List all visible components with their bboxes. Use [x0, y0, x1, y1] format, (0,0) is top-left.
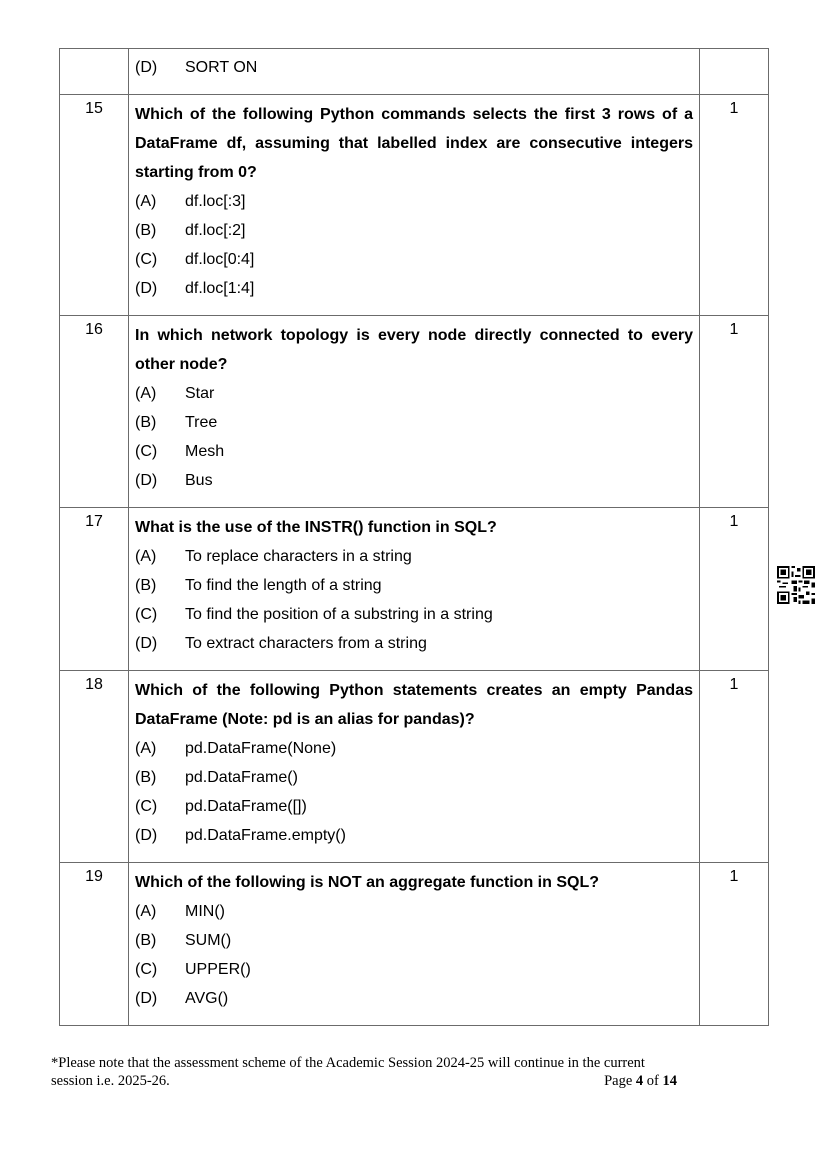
- option-label: (D): [135, 990, 158, 1007]
- option-label: (C): [135, 606, 158, 623]
- qr-code-icon: [777, 566, 815, 604]
- option-text: Bus: [185, 472, 213, 489]
- question-body-cell: [129, 95, 700, 316]
- option-text: df.loc[:3]: [185, 193, 246, 210]
- option-row: [135, 245, 693, 274]
- option-text: df.loc[0:4]: [185, 251, 255, 268]
- question-number: 16: [60, 316, 129, 508]
- option-row: [135, 763, 693, 792]
- option-label: (C): [135, 443, 158, 460]
- option-label: (C): [135, 961, 158, 978]
- question-row: [60, 863, 769, 1026]
- option-text: MIN(): [185, 903, 225, 920]
- option-label: (D): [135, 59, 158, 76]
- footer-note: [51, 1054, 741, 1090]
- footer-line2: [51, 1072, 677, 1090]
- page-of: of: [646, 1073, 659, 1089]
- option-text: To extract characters from a string: [185, 635, 427, 652]
- option-text: Mesh: [185, 443, 225, 460]
- option-row: [135, 984, 693, 1013]
- option-row: [135, 792, 693, 821]
- option-text: df.loc[:2]: [185, 222, 246, 239]
- question-number: 17: [60, 508, 129, 671]
- option-text: pd.DataFrame(None): [185, 740, 337, 757]
- option-row: [135, 821, 693, 850]
- option-text: UPPER(): [185, 961, 251, 978]
- option-text: SORT ON: [185, 59, 258, 76]
- continuation-row: [60, 49, 769, 95]
- option-row: [135, 734, 693, 763]
- option-text: pd.DataFrame.empty(): [185, 827, 346, 844]
- option-label: (A): [135, 193, 157, 210]
- option-label: (D): [135, 827, 158, 844]
- question-text: Which of the following Python statements creates an empty Pandas DataFrame (Note: pd is an alias for pandas)?: [135, 682, 693, 728]
- option-text: To find the position of a substring in a string: [185, 606, 493, 623]
- option-label: (C): [135, 798, 158, 815]
- question-marks: 1: [700, 671, 769, 863]
- question-row: [60, 316, 769, 508]
- question-text: Which of the following is NOT an aggregate function in SQL?: [135, 874, 599, 891]
- option-text: pd.DataFrame(): [185, 769, 298, 786]
- option-row: [135, 437, 693, 466]
- question-marks: 1: [700, 863, 769, 1026]
- question-body-cell: [129, 671, 700, 863]
- option-label: (D): [135, 472, 158, 489]
- option-row: [135, 274, 693, 303]
- option-row: [135, 542, 693, 571]
- page-current: 4: [635, 1073, 644, 1089]
- option-label: (B): [135, 414, 157, 431]
- option-row: [135, 571, 693, 600]
- option-row: [135, 408, 693, 437]
- question-body-cell: [129, 508, 700, 671]
- option-row: [135, 379, 693, 408]
- option-text: To replace characters in a string: [185, 548, 412, 565]
- option-text: AVG(): [185, 990, 229, 1007]
- option-row: [135, 629, 693, 658]
- question-row: [60, 671, 769, 863]
- option-row: [135, 187, 693, 216]
- option-row: [135, 216, 693, 245]
- option-text: To find the length of a string: [185, 577, 382, 594]
- option-label: (A): [135, 903, 157, 920]
- question-marks: 1: [700, 95, 769, 316]
- option-label: (D): [135, 280, 158, 297]
- option-text: SUM(): [185, 932, 232, 949]
- question-marks: 1: [700, 316, 769, 508]
- option-row: [135, 955, 693, 984]
- option-label: (B): [135, 932, 157, 949]
- option-row: [135, 897, 693, 926]
- option-row: [135, 600, 693, 629]
- question-number-cell: [60, 49, 129, 95]
- option-label: (D): [135, 635, 158, 652]
- option-text: Tree: [185, 414, 218, 431]
- option-row: [135, 466, 693, 495]
- option-text: Star: [185, 385, 215, 402]
- question-text: In which network topology is every node directly connected to every other node?: [135, 327, 693, 373]
- footer-note-line2: session i.e. 2025-26.: [51, 1073, 170, 1089]
- question-body-cell: [129, 316, 700, 508]
- option-label: (B): [135, 222, 157, 239]
- option-row: [135, 926, 693, 955]
- option-row: [135, 53, 693, 82]
- option-label: (B): [135, 577, 157, 594]
- option-label: (A): [135, 548, 157, 565]
- question-row: [60, 95, 769, 316]
- option-label: (B): [135, 769, 157, 786]
- page-word: Page: [604, 1073, 633, 1089]
- marks-cell: [700, 49, 769, 95]
- option-label: (A): [135, 740, 157, 757]
- question-body-cell: [129, 863, 700, 1026]
- option-label: (A): [135, 385, 157, 402]
- option-text: df.loc[1:4]: [185, 280, 255, 297]
- footer-note-line1: *Please note that the assessment scheme of the Academic Session 2024-25 will continue in the current: [51, 1055, 645, 1071]
- question-number: 18: [60, 671, 129, 863]
- question-row: [60, 508, 769, 671]
- question-number: 19: [60, 863, 129, 1026]
- question-text: What is the use of the INSTR() function in SQL?: [135, 519, 497, 536]
- option-label: (C): [135, 251, 158, 268]
- question-table: [59, 48, 769, 1026]
- question-text: Which of the following Python commands selects the first 3 rows of a DataFrame df, assuming that labelled index are consecutive integers starting from 0?: [135, 106, 693, 181]
- question-number: 15: [60, 95, 129, 316]
- option-text: pd.DataFrame([]): [185, 798, 307, 815]
- page-number: [604, 1072, 677, 1090]
- question-marks: 1: [700, 508, 769, 671]
- page-total: 14: [662, 1073, 677, 1089]
- question-body-cell: [129, 49, 700, 95]
